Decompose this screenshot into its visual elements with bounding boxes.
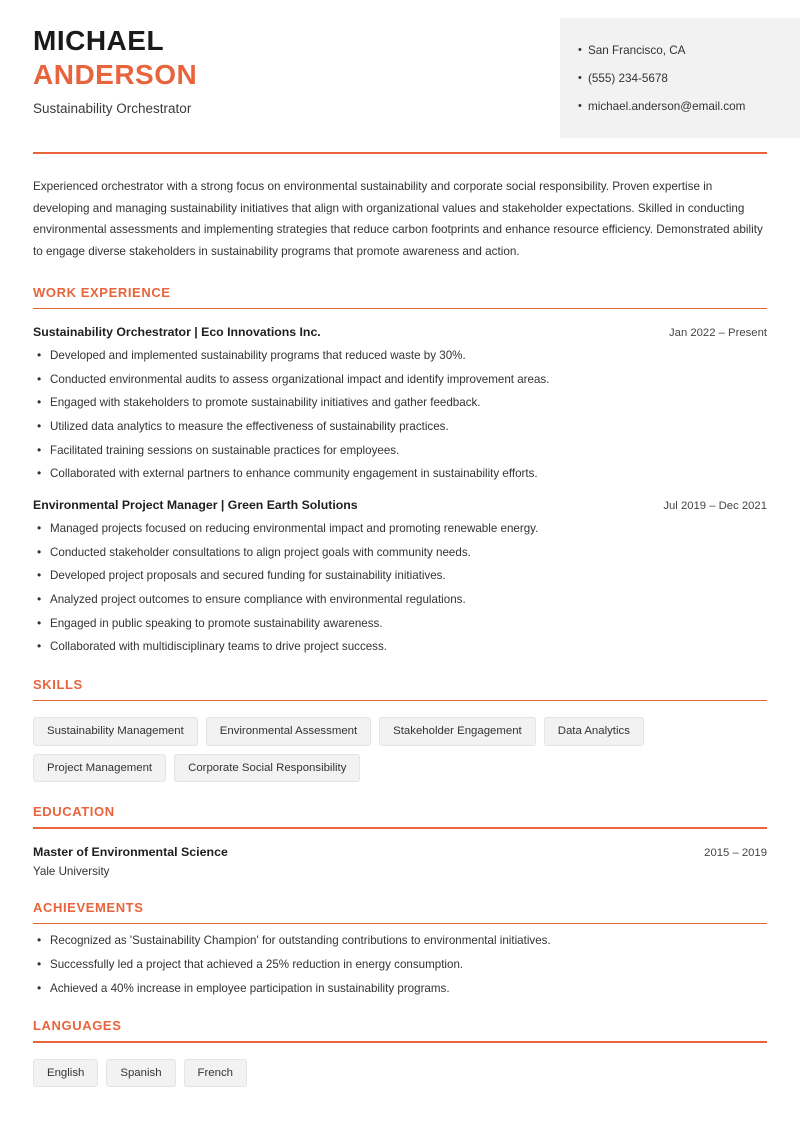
skills-chip-list <box>33 717 767 782</box>
list-item: • Engaged with stakeholders to promote sustainability initiatives and gather feedback. <box>33 395 767 411</box>
skill-chip: Stakeholder Engagement <box>379 717 536 746</box>
contact-location <box>578 44 786 58</box>
contact-phone-text: (555) 234-5678 <box>588 72 668 86</box>
skill-chip: Corporate Social Responsibility <box>174 754 360 783</box>
education-dates: 2015 – 2019 <box>704 846 767 859</box>
work-entry-head <box>33 325 767 339</box>
work-entry <box>33 325 767 482</box>
language-chip: French <box>184 1059 247 1088</box>
work-entry-bullets <box>33 521 767 655</box>
list-item: • Analyzed project outcomes to ensure compliance with environmental regulations. <box>33 592 767 608</box>
section-divider <box>33 308 767 310</box>
professional-summary: Experienced orchestrator with a strong focus on environmental sustainability and corporate social responsibility. Proven expertise in developing and managing sustainability initiatives that align with organizational values and stakeholder expectations. Skilled in conducting environmental assessments and implementing strategies that reduce carbon footprints and enhance resource efficiency. Demonstrated ability to engage diverse stakeholders in sustainability programs that promote awareness and action. <box>33 180 763 259</box>
work-entry-title: Sustainability Orchestrator | Eco Innovations Inc. <box>33 325 321 340</box>
education-school: Yale University <box>33 864 110 878</box>
bullet-icon: • <box>578 100 582 113</box>
resume-body <box>0 176 800 1087</box>
contact-block <box>560 18 800 138</box>
list-item: • Facilitated training sessions on sustainable practices for employees. <box>33 443 767 459</box>
language-chip: Spanish <box>106 1059 175 1088</box>
first-name: MICHAEL <box>33 25 165 56</box>
list-item: • Conducted stakeholder consultations to align project goals with community needs. <box>33 545 767 561</box>
list-item: • Managed projects focused on reducing environmental impact and promoting renewable energy. <box>33 521 767 537</box>
list-item: • Engaged in public speaking to promote sustainability awareness. <box>33 616 767 632</box>
section-divider <box>33 923 767 925</box>
achievements-list <box>33 933 767 996</box>
header-divider <box>33 152 767 154</box>
list-item: • Recognized as 'Sustainability Champion' for outstanding contributions to environmental initiatives. <box>33 933 767 949</box>
education-entry <box>33 845 767 878</box>
bullet-icon: • <box>578 72 582 85</box>
contact-email-text: michael.anderson@email.com <box>588 100 746 114</box>
section-title-languages: LANGUAGES <box>33 1018 122 1034</box>
list-item: • Developed project proposals and secured funding for sustainability initiatives. <box>33 568 767 584</box>
skill-chip: Data Analytics <box>544 717 644 746</box>
list-item: • Successfully led a project that achieved a 25% reduction in energy consumption. <box>33 957 767 973</box>
education-entry-head <box>33 845 767 859</box>
section-title-skills: SKILLS <box>33 676 83 692</box>
section-divider <box>33 700 767 702</box>
section-title-work: WORK EXPERIENCE <box>33 284 171 300</box>
languages-chip-list <box>33 1059 767 1088</box>
work-entry-head <box>33 498 767 512</box>
list-item: • Utilized data analytics to measure the effectiveness of sustainability practices. <box>33 419 767 435</box>
section-title-achievements: ACHIEVEMENTS <box>33 899 144 915</box>
section-skills <box>33 677 767 783</box>
section-divider <box>33 1041 767 1043</box>
skill-chip: Environmental Assessment <box>206 717 371 746</box>
contact-email <box>578 100 786 114</box>
work-entry-dates: Jul 2019 – Dec 2021 <box>663 500 767 512</box>
list-item: • Developed and implemented sustainability programs that reduced waste by 30%. <box>33 348 767 364</box>
header-job-title: Sustainability Orchestrator <box>33 101 192 117</box>
skill-chip: Project Management <box>33 754 166 783</box>
section-education <box>33 804 767 878</box>
resume-header <box>0 0 800 138</box>
section-title-education: EDUCATION <box>33 804 115 820</box>
section-achievements <box>33 900 767 996</box>
work-entry-bullets <box>33 348 767 482</box>
work-entry-dates: Jan 2022 – Present <box>669 327 767 340</box>
list-item: • Conducted environmental audits to assess organizational impact and identify improvement areas. <box>33 372 767 388</box>
header-identity <box>0 0 560 138</box>
work-entry <box>33 498 767 655</box>
skill-chip: Sustainability Management <box>33 717 198 746</box>
last-name: ANDERSON <box>33 59 198 91</box>
list-item: • Achieved a 40% increase in employee participation in sustainability programs. <box>33 981 767 997</box>
list-item: • Collaborated with external partners to enhance community engagement in sustainability efforts. <box>33 466 767 482</box>
section-work-experience <box>33 285 767 655</box>
section-divider <box>33 827 767 829</box>
section-languages <box>33 1018 767 1087</box>
bullet-icon: • <box>578 44 582 56</box>
education-degree: Master of Environmental Science <box>33 844 228 859</box>
contact-phone <box>578 72 786 86</box>
language-chip: English <box>33 1059 98 1088</box>
contact-location-text: San Francisco, CA <box>588 44 686 57</box>
work-entry-title: Environmental Project Manager | Green Earth Solutions <box>33 498 358 512</box>
list-item: • Collaborated with multidisciplinary teams to drive project success. <box>33 639 767 655</box>
